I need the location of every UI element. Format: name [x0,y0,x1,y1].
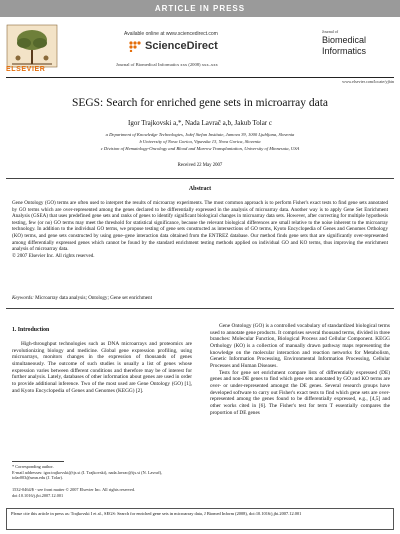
elsevier-wordmark: ELSEVIER [6,66,46,73]
affiliation-b: b University of Nova Gorica, Vipavska 13, Nova Gorica, Slovenia [139,139,261,144]
sciencedirect-wordmark: ScienceDirect [145,40,218,52]
article-in-press-banner: ARTICLE IN PRESS [0,0,400,17]
received-date: Received 22 May 2007 [177,163,223,168]
journal-citation-line: Journal of Biomedical Informatics xxx (2008) xxx–xxx [116,62,218,67]
keywords-values: Microarray data analysis; Ontology; Gene set enrichment [35,295,153,301]
keywords-line [12,295,388,301]
abstract-heading: Abstract [188,186,212,192]
journal-logo-name-2: Informatics [322,46,367,56]
intro-paragraph-1: High-throughput technologies such as DNA microarrays and proteomics are revolutionizing biology and medicine. Global gene expression profiling, using microarrays, monitors changes in the expression of thousands of genes simultaneously. The outcome of such studies is usually a list of genes whose expression varies between different conditions and therefore may be of interest for further analysis. Lately, databases of other information about genes are used in order to provide additional inference. Two of the most used are Gene Ontology (GO) [1], and Kyoto Encyclopedia of Genes and Genomes (KEGG) [2]. [12,341,192,394]
journal-logo-box [322,29,394,71]
right-column [210,323,390,416]
affiliation-c: c Division of Hematology-Oncology and Blood and Marrow Transplantation, University of Minnesota, USA [100,146,300,151]
abstract-top-rule [6,178,394,179]
journal-logo-name-1: Biomedical [322,35,367,45]
sciencedirect-dots-icon [128,40,142,52]
header-rule [6,77,394,78]
intro-paragraph-2: Gene Ontology (GO) is a controlled vocabulary of standardized biological terms used to annotate gene products. It comprises several thousand terms, divided in three branches: Molecular Function, Biological Process and Cellular Component. KEGG Orthology (KO) is a collection of manually drawn pathway maps representing the knowledge on the molecular interaction and reaction networks for Metabolism, Genetic Information Processing, Environmental Information Processing, Cellular Processes and Human Diseases. [210,323,390,369]
abstract-bottom-rule [6,308,394,309]
abstract-text [12,200,388,259]
available-online-text: Available online at www.sciencedirect.com [124,31,218,37]
affiliation-a: a Department of Knowledge Technologies, Jožef Stefan Institute, Jamova 39, 1000 Ljubljana, Slovenia [105,132,295,137]
cite-notice-box [6,508,394,530]
footnote-issn: 1532-0464/$ - see front matter © 2007 Elsevier Inc. All rights reserved. [12,487,136,492]
abstract-body: Gene Ontology (GO) terms are often used to interpret the results of microarray experiments. The most common approach is to perform Fisher's exact tests to find gene sets annotated by GO terms which are over-represented among the genes declared to be differentially expressed in the analysis of microarray data. Another way is to apply Gene Set Enrichment Analysis (GSEA) that uses predefined gene sets and ranks of genes to identify significant biological changes in microarray data sets. However, after correcting for multiple hypothesis testing, few (or no) GO terms may meet the threshold for statistical significance, because the relevant biological differences are small relative to the noise inherent to the microarray technology. In addition to the individual GO terms, we propose testing of gene sets constructed as intersections of GO terms, Kyoto Encyclopedia of Genes and Genomes Orthology (KO) terms, and gene sets constructed by using gene–gene interaction data obtained from the ENTREZ database. Our method finds gene sets that are significantly over-represented among differentially expressed genes which cannot be found by the standard enrichment testing methods applied on individual GO and KO terms, thus improving the enrichment analysis of microarray data. [12,200,388,253]
copyright-line: © 2007 Elsevier Inc. All rights reserved. [12,252,95,259]
footnote-rule [12,461,64,462]
footnote-email: E-mail addresses: igor.trajkovski@ijs.si (I. Trajkovski), nada.lavrac@ijs.si (N. Lavrač), tolar003@umn.edu (J. Tolar). [12,470,163,481]
journal-logo-prefix: Journal of [322,29,339,34]
article-title: SEGS: Search for enriched gene sets in microarray data [71,97,329,109]
left-column [12,341,192,394]
cite-notice-text: Please cite this article in press as: Trajkovski I et al., SEGS: Search for enriched gene sets in microarray data, J Biomed Inform (2008), doi:10.1016/j.jbi.2007.12.001 [11,511,302,516]
intro-paragraph-3: Tests for gene set enrichment compare lists of differentially expressed (DE) genes and non-DE genes to find which gene sets annotated by GO and KO terms are over- or under-represented amongst the DE genes. Several research groups have developed software to carry out Fisher's exact tests to find which gene sets are over-represented among the genes found to be differentially expressed, e.g., [4,5] and other works cited in [6]. The Fisher's test for term T essentially compares the proportion of DE genes [210,369,390,416]
keywords-label: Keywords: [12,295,34,301]
sciencedirect-logo[interactable] [128,40,218,52]
journal-url[interactable]: www.elsevier.com/locate/yjbin [342,79,394,84]
footnote-corresponding: * Corresponding author. [12,464,54,469]
section-heading-introduction: 1. Introduction [12,327,50,333]
article-authors: Igor Trajkovski a,*, Nada Lavrač a,b, Jakub Tolar c [127,119,272,127]
footnote-doi[interactable]: doi:10.1016/j.jbi.2007.12.001 [12,493,64,498]
